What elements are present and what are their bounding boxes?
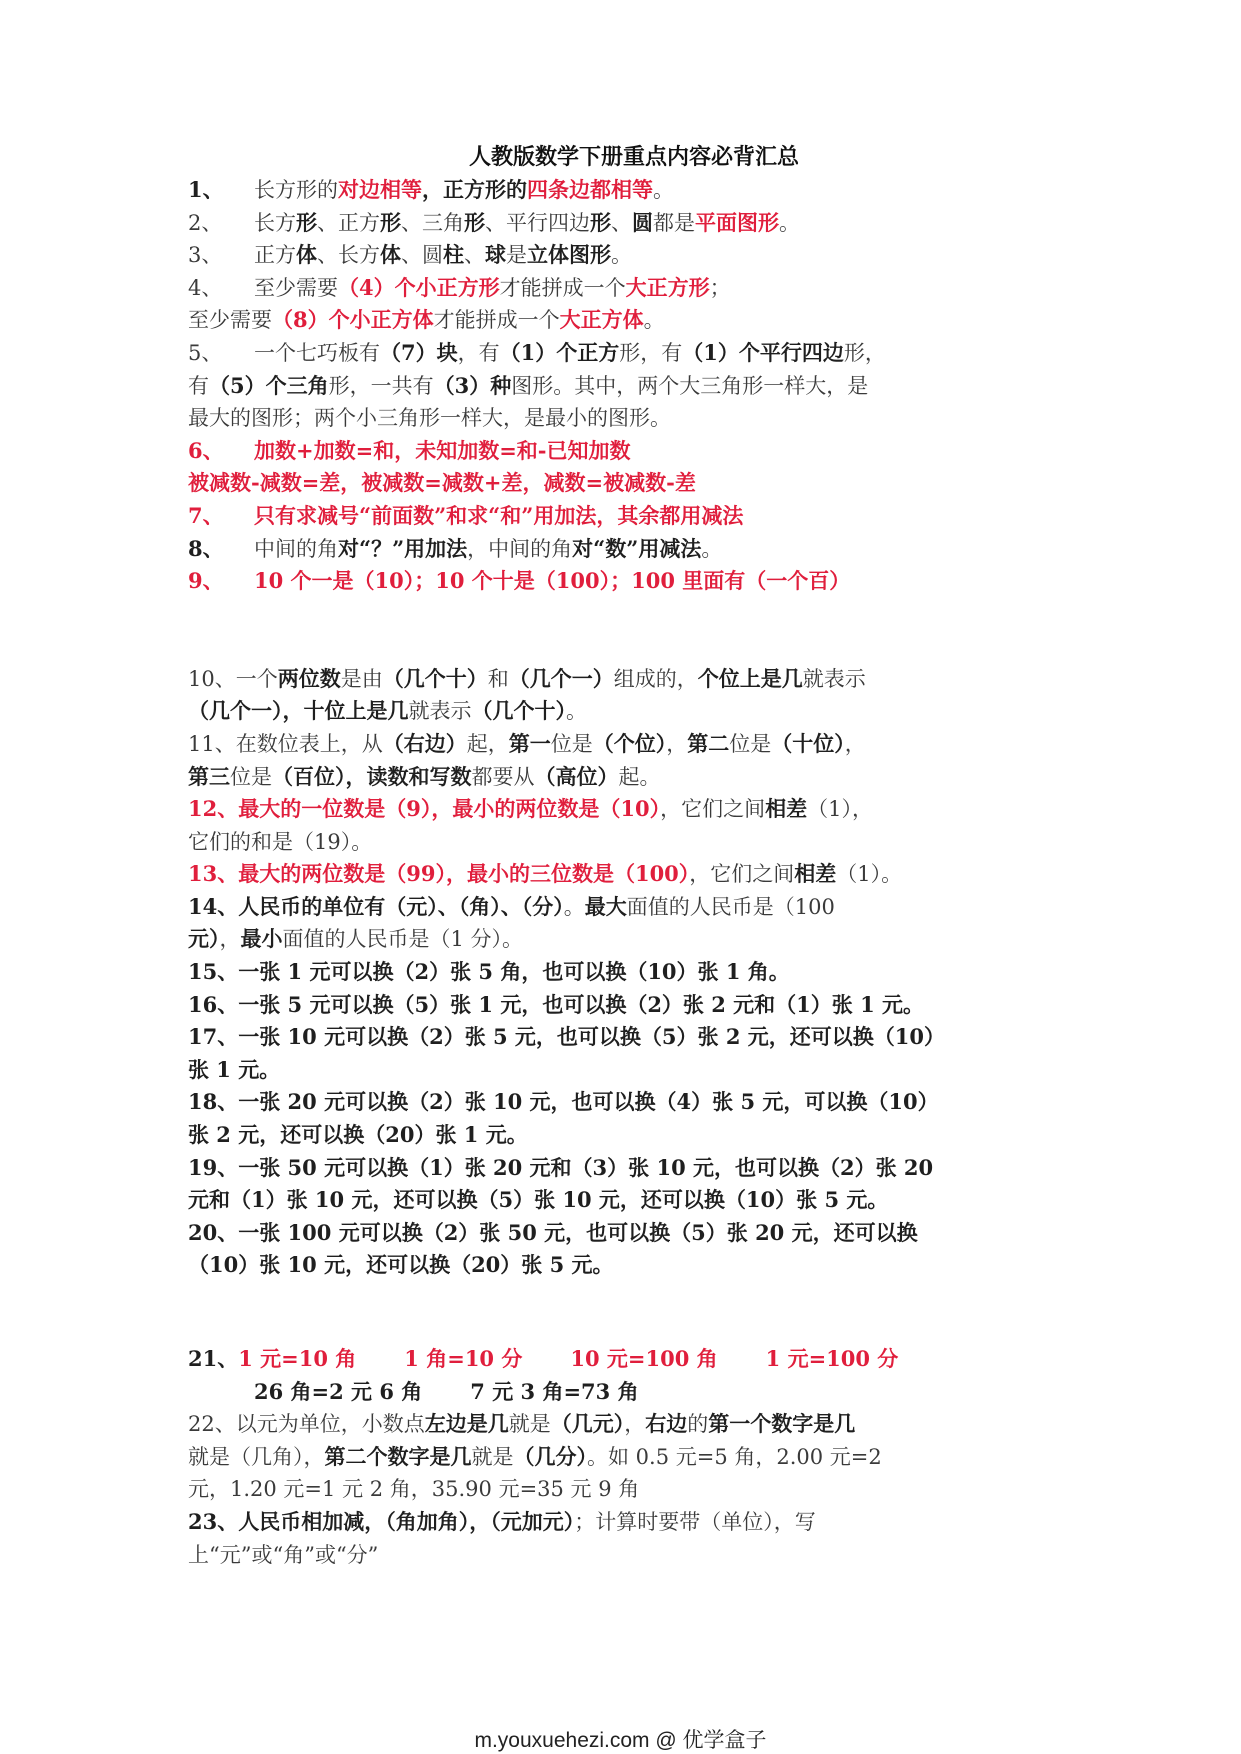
section-gap-2 — [188, 1282, 1060, 1343]
item-8: 8、 中间的角对“？”用加法，中间的角对“数”用减法。 — [188, 535, 723, 561]
item-5-line-3: 最大的图形；两个小三角形一样大，是最小的图形。 — [188, 406, 671, 431]
item-17-line-1: 17、一张 10 元可以换（2）张 5 元，也可以换（5）张 2 元，还可以换（10） — [188, 1024, 945, 1050]
footer-watermark: m.youxuehezi.com @ 优学盒子 — [474, 1729, 767, 1752]
item-19-line-2: 元和（1）张 10 元，还可以换（5）张 10 元，还可以换（10）张 5 元。 — [188, 1187, 889, 1213]
item-4-line-1: 4、 至少需要（4）个小正方形才能拼成一个大正方形； — [188, 274, 731, 300]
item-6-line-1: 6、 加数+加数=和，未知加数=和-已知加数 — [188, 437, 631, 463]
item-4-line-2: 至少需要（8）个小正方体才能拼成一个大正方体。 — [188, 307, 665, 333]
item-21-line-2: 26 角=2 元 6 角 7 元 3 角=73 角 — [254, 1378, 639, 1404]
item-21-line-1: 21、1 元=10 角 1 角=10 分 10 元=100 角 1 元=100 分 — [188, 1346, 899, 1371]
item-12-line-2: 它们的和是（19）。 — [188, 829, 373, 854]
document-body — [188, 140, 1060, 1571]
item-6-line-2: 被减数-减数=差，被减数=减数+差，减数=被减数-差 — [188, 470, 696, 496]
item-1: 1、 长方形的对边相等，正方形的四条边都相等。 — [188, 177, 674, 202]
item-5-line-2: 有（5）个三角形，一共有（3）种图形。其中，两个大三角形一样大，是 — [188, 372, 869, 398]
item-17-line-2: 张 1 元。 — [188, 1056, 281, 1082]
section-gap — [188, 598, 1060, 663]
item-19-line-1: 19、一张 50 元可以换（1）张 20 元和（3）张 10 元，也可以换（2）张 20 — [188, 1154, 934, 1180]
item-23-line-2: 上“元”或“角”或“分” — [188, 1542, 379, 1567]
item-13: 13、最大的两位数是（99），最小的三位数是（100），它们之间相差（1）。 — [188, 861, 903, 887]
item-11-line-1: 11、在数位表上，从（右边）起，第一位是（个位），第二位是（十位）， — [188, 730, 866, 756]
item-18-line-1: 18、一张 20 元可以换（2）张 10 元，也可以换（4）张 5 元，可以换（10） — [188, 1089, 939, 1115]
item-20-line-2: （10）张 10 元，还可以换（20）张 5 元。 — [188, 1252, 614, 1278]
item-10-line-2: （几个一），十位上是几就表示（几个十）。 — [188, 698, 587, 724]
item-20-line-1: 20、一张 100 元可以换（2）张 50 元，也可以换（5）张 20 元，还可以换 — [188, 1219, 918, 1245]
item-18-line-2: 张 2 元，还可以换（20）张 1 元。 — [188, 1122, 528, 1148]
item-22-line-2: 就是（几角），第二个数字是几就是（几分）。如 0.5 元=5 角，2.00 元=2 — [188, 1443, 882, 1469]
item-14-line-2: 元），最小面值的人民币是（1 分）。 — [188, 926, 524, 952]
item-10-line-1: 10、一个两位数是由（几个十）和（几个一）组成的，个位上是几就表示 — [188, 665, 866, 691]
page-title: 人教版数学下册重点内容必背汇总 — [468, 144, 799, 170]
item-11-line-2: 第三位是（百位），读数和写数都要从（高位）起。 — [188, 763, 661, 789]
item-22-line-3: 元，1.20 元=1 元 2 角，35.90 元=35 元 9 角 — [188, 1477, 640, 1502]
item-14-line-1: 14、人民币的单位有（元）、（角）、（分）。最大面值的人民币是（100 — [188, 893, 835, 919]
item-22-line-1: 22、以元为单位，小数点左边是几就是（几元），右边的第一个数字是几 — [188, 1411, 856, 1437]
item-5-line-1: 5、 一个七巧板有（7）块，有（1）个正方形，有（1）个平行四边形， — [188, 339, 886, 365]
item-2: 2、 长方形、正方形、三角形、平行四边形、圆都是平面图形。 — [188, 209, 800, 235]
item-15: 15、一张 1 元可以换（2）张 5 角，也可以换（10）张 1 角。 — [188, 959, 790, 985]
item-3: 3、 正方体、长方体、圆柱、球是立体图形。 — [188, 242, 632, 268]
item-23-line-1: 23、人民币相加减，（角加角），（元加元）；计算时要带（单位），写 — [188, 1508, 816, 1534]
item-9: 9、 10 个一是（10）；10 个十是（100）；100 里面有（一个百） — [188, 568, 851, 594]
item-7: 7、 只有求减号“前面数”和求“和”用加法，其余都用减法 — [188, 502, 744, 528]
item-16: 16、一张 5 元可以换（5）张 1 元，也可以换（2）张 2 元和（1）张 1 元。 — [188, 991, 925, 1017]
item-12-line-1: 12、最大的一位数是（9），最小的两位数是（10），它们之间相差（1）， — [188, 796, 873, 822]
